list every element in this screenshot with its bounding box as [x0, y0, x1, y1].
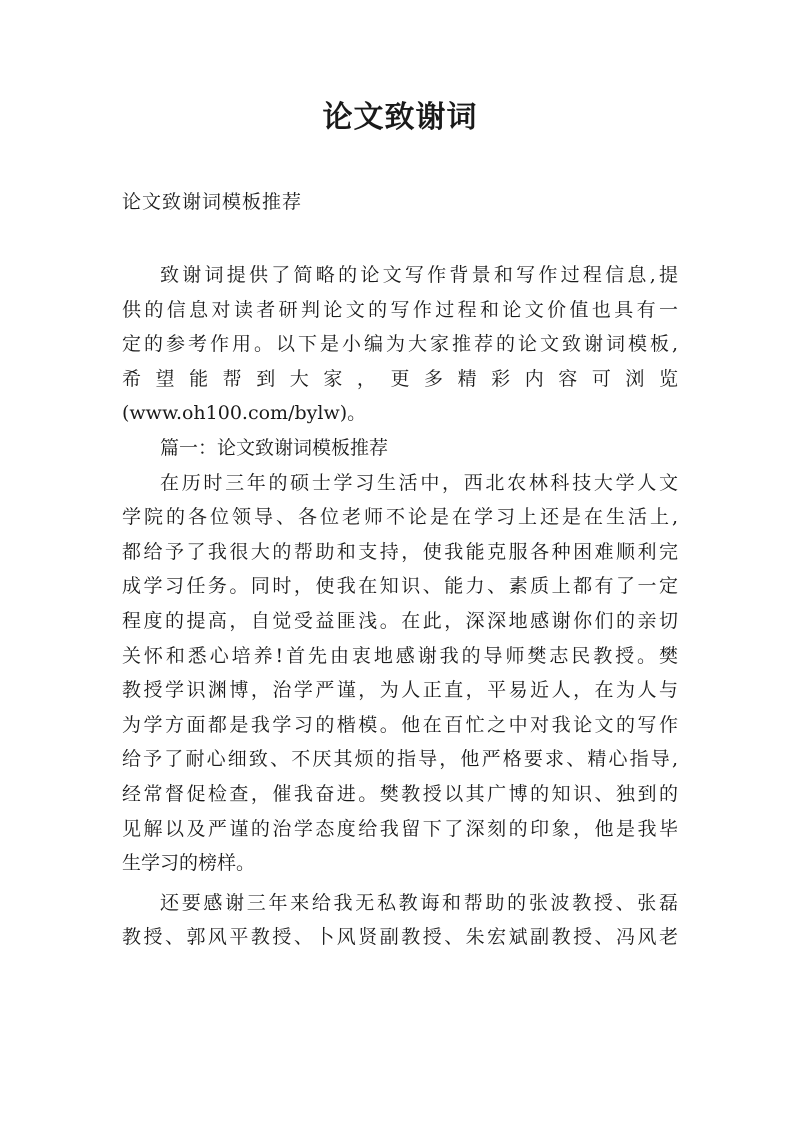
paragraph-line: 还要感谢三年来给我无私教诲和帮助的张波教授、张磊: [160, 891, 678, 914]
paragraph-line: (www.oh100.com/bylw)。: [122, 402, 367, 425]
paragraph-line: 见解以及严谨的治学态度给我留下了深刻的印象，他是我毕: [122, 817, 678, 840]
paragraph-line: 为学方面都是我学习的楷模。他在百忙之中对我论文的写作: [122, 713, 678, 736]
paragraph-line: 成学习任务。同时，使我在知识、能力、素质上都有了一定: [122, 575, 678, 598]
document-subtitle: 论文致谢词模板推荐: [122, 191, 303, 213]
section-heading: 篇一：论文致谢词模板推荐: [160, 436, 389, 459]
paragraph-line: 教授、郭风平教授、卜风贤副教授、朱宏斌副教授、冯风老: [122, 926, 678, 949]
paragraph-line: 经常督促检查，催我奋进。樊教授以其广博的知识、独到的: [122, 782, 678, 805]
paragraph-line: 致谢词提供了简略的论文写作背景和写作过程信息,提: [160, 264, 678, 286]
paragraph-line: 学院的各位领导、各位老师不论是在学习上还是在生活上,: [122, 506, 678, 529]
paragraph-line: 生学习的榜样。: [122, 852, 256, 875]
paragraph-line: 定的参考作用。以下是小编为大家推荐的论文致谢词模板,: [122, 333, 678, 356]
paragraph-line: 程度的提高，自觉受益匪浅。在此，深深地感谢你们的亲切: [122, 609, 678, 632]
paragraph-line: 给予了耐心细致、不厌其烦的指导，他严格要求、精心指导,: [122, 748, 678, 771]
paragraph-line: 关怀和悉心培养!首先由衷地感谢我的导师樊志民教授。樊: [122, 644, 678, 667]
paragraph-line: 供的信息对读者研判论文的写作过程和论文价值也具有一: [122, 298, 678, 321]
paragraph-line: 都给予了我很大的帮助和支持，使我能克服各种困难顺利完: [122, 540, 678, 563]
document-body: [122, 258, 678, 955]
paragraph-line: 教授学识渊博，治学严谨，为人正直，平易近人，在为人与: [122, 679, 678, 702]
page-title: 论文致谢词: [322, 100, 478, 135]
paragraph-line: 希 望 能 帮 到 大 家 ， 更 多 精 彩 内 容 可 浏 览: [122, 367, 678, 390]
paragraph-line: 在历时三年的硕士学习生活中，西北农林科技大学人文: [160, 471, 678, 494]
